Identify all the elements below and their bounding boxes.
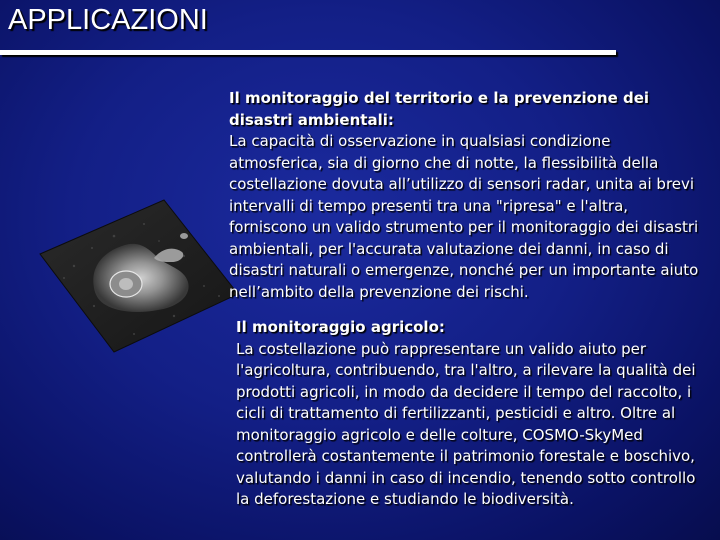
section-heading: Il monitoraggio agricolo: [236,318,445,336]
satellite-radar-image [34,196,244,356]
section-territory [229,88,699,303]
section-agriculture [236,317,706,511]
section-heading: Il monitoraggio del territorio e la prevenzione dei disastri ambientali: [229,89,650,129]
title-underline [0,50,616,55]
section-body: La capacità di osservazione in qualsiasi condizione atmosferica, sia di giorno che di notte, la flessibilità della costellazione dovuta all’utilizzo di sensori radar, unita ai brevi intervalli di tempo presenti tra una "ripresa" e l'altra, forniscono un valido strumento per il monitoraggio dei disastri ambientali, per l'accurata valutazione dei danni, in caso di disastri naturali o emergenze, nonché per un importante aiuto nell’ambito della prevenzione dei rischi. [229,132,699,301]
section-body: La costellazione può rappresentare un valido aiuto per l'agricoltura, contribuendo, tra l'altro, a rilevare la qualità dei prodotti agricoli, in modo da decidere il tempo del raccolto, i cicli di trattamento di fertilizzanti, pesticidi e altro. Oltre al monitoraggio agricolo e delle colture, COSMO-SkyMed controllerà costantemente il patrimonio forestale e boschivo, valutando i danni in caso di incendio, tenendo sotto controllo la deforestazione e studiando le biodiversità. [236,339,696,508]
slide-title: APPLICAZIONI [8,4,208,36]
